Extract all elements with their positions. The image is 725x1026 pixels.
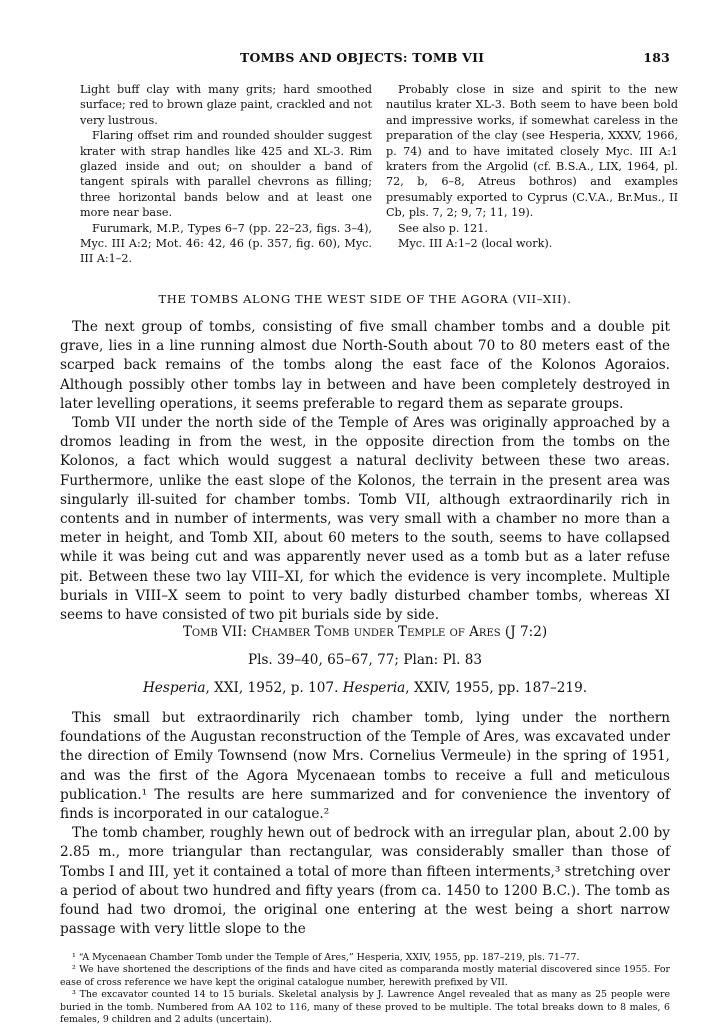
right-para: See also p. 121. xyxy=(398,221,488,235)
body-paragraph: The tomb chamber, roughly hewn out of bedrock with an irregular plan, about 2.00 by 2.85 m., more triangular than rectangular, was considerably smaller than those of Tombs I and III, yet it contained a total of more than fifteen interments,³ stretching over a period of about two hundred and fifty years (from ca. 1450 to 1200 B.C.). The tomb as found had two dromoi, the original one entering at the west being a short narrow passage with very little slope to the xyxy=(60,825,670,938)
section-body xyxy=(60,318,670,625)
running-title: TOMBS AND OBJECTS: TOMB VII xyxy=(240,50,485,65)
right-para: Probably close in size and spirit to the new nautilus krater XL-3. Both seem to have been bold and impressive works, if somewhat careless in the preparation of the clay (see Hesperia, XXXV, 1966, p. 74) and to have imitated closely Myc. III A:1 kraters from the Argolid (cf. B.S.A., LIX, 1964, pl. 72, b, 6–8, Atreus bothros) and examples presumably exported to Cyprus (C.V.A., Br.Mus., II Cb, pls. 7, 2; 9, 7; 11, 19). xyxy=(386,83,678,220)
body-paragraph: The next group of tombs, consisting of five small chamber tombs and a double pit grave, lies in a line running almost due North-South about 70 to 80 meters east of the scarped back remains of the tombs along the east face of the Kolonos Agoraios. Although possibly other tombs lay in between and have been completely destroyed in later levelling operations, it seems preferable to regard them as separate groups. xyxy=(60,319,670,412)
left-column xyxy=(80,82,372,267)
footnotes xyxy=(60,952,670,1026)
page-number: 183 xyxy=(643,50,670,65)
footnote: ² We have shortened the descriptions of the finds and have cited as comparanda mostly material discovered since 1955. For ease of cross reference we have kept the original catalogue number, herewith prefixed by VII. xyxy=(60,964,670,988)
ref-journal-1: Hesperia xyxy=(142,680,206,696)
ref-journal-2: Hesperia xyxy=(342,680,406,696)
plates-line: Pls. 39–40, 65–67, 77; Plan: Pl. 83 xyxy=(247,652,483,668)
left-para: Furumark, M.P., Types 6–7 (pp. 22–23, figs. 3–4), Myc. III A:2; Mot. 46: 42, 46 (p. 357, fig. 60), Myc. III A:1–2. xyxy=(80,221,372,266)
footnote: ¹ “A Mycenaean Chamber Tomb under the Temple of Ares,” Hesperia, XXIV, 1955, pp. 187–219, pls. 71–77. xyxy=(72,952,580,963)
body-paragraph: Tomb VII under the north side of the Temple of Ares was originally approached by a dromos leading in from the west, in the opposite direction from the tombs on the Kolonos, a fact which would suggest a natural declivity between these two areas. Furthermore, unlike the east slope of the Kolonos, the terrain in the present area was singularly ill-suited for chamber tombs. Tomb VII, although extraordinarily rich in contents and in number of interments, was very small with a chamber no more than a meter in height, and Tomb XII, about 60 meters to the south, seems to have collapsed while it was being cut and was apparently never used as a tomb but as a later refuse pit. Between these two lay VIII–XI, for which the evidence is very incomplete. Multiple burials in VIII–X seem to point to very badly disturbed chamber tombs, whereas XI seems to have consisted of two pit burials side by side. xyxy=(60,415,670,624)
tomb-body xyxy=(60,709,670,939)
right-para: Myc. III A:1–2 (local work). xyxy=(398,237,553,251)
right-column xyxy=(386,82,678,251)
left-para: Light buff clay with many grits; hard smoothed surface; red to brown glaze paint, crackled and not very lustrous. xyxy=(80,83,372,127)
catalogue-columns xyxy=(60,82,678,266)
left-para: Flaring offset rim and rounded shoulder suggest krater with strap handles like 425 and XL-3. Rim glazed inside and out; on shoulder a band of tangent spirals with parallel chevrons as filling; three horizontal bands below and at least one more near base. xyxy=(80,129,372,220)
tomb-heading: Tomb VII: Chamber Tomb under Temple of Ares (J 7:2) xyxy=(182,624,548,640)
body-paragraph: This small but extraordinarily rich chamber tomb, lying under the northern foundations of the Augustan reconstruction of the Temple of Ares, was excavated under the direction of Emily Townsend (now Mrs. Cornelius Vermeule) in the spring of 1951, and was the first of the Agora Mycenaean tombs to receive a full and meticulous publication.¹ The results are here summarized and for convenience the inventory of finds is incorporated in our catalogue.² xyxy=(60,710,670,823)
footnote: ³ The excavator counted 14 to 15 burials. Skeletal analysis by J. Lawrence Angel revealed that as many as 25 people were buried in the tomb. Numbered from AA 102 to 116, many of these proved to be multiple. The total breaks down to 8 males, 6 females, 9 children and 2 adults (uncertain). xyxy=(60,989,670,1026)
section-heading: THE TOMBS ALONG THE WEST SIDE OF THE AGORA (VII–XII). xyxy=(158,292,572,306)
ref-detail-2: , XXIV, 1955, pp. 187–219. xyxy=(405,680,588,696)
ref-detail-1: , XXI, 1952, p. 107. xyxy=(205,680,343,696)
references-line xyxy=(60,680,670,696)
